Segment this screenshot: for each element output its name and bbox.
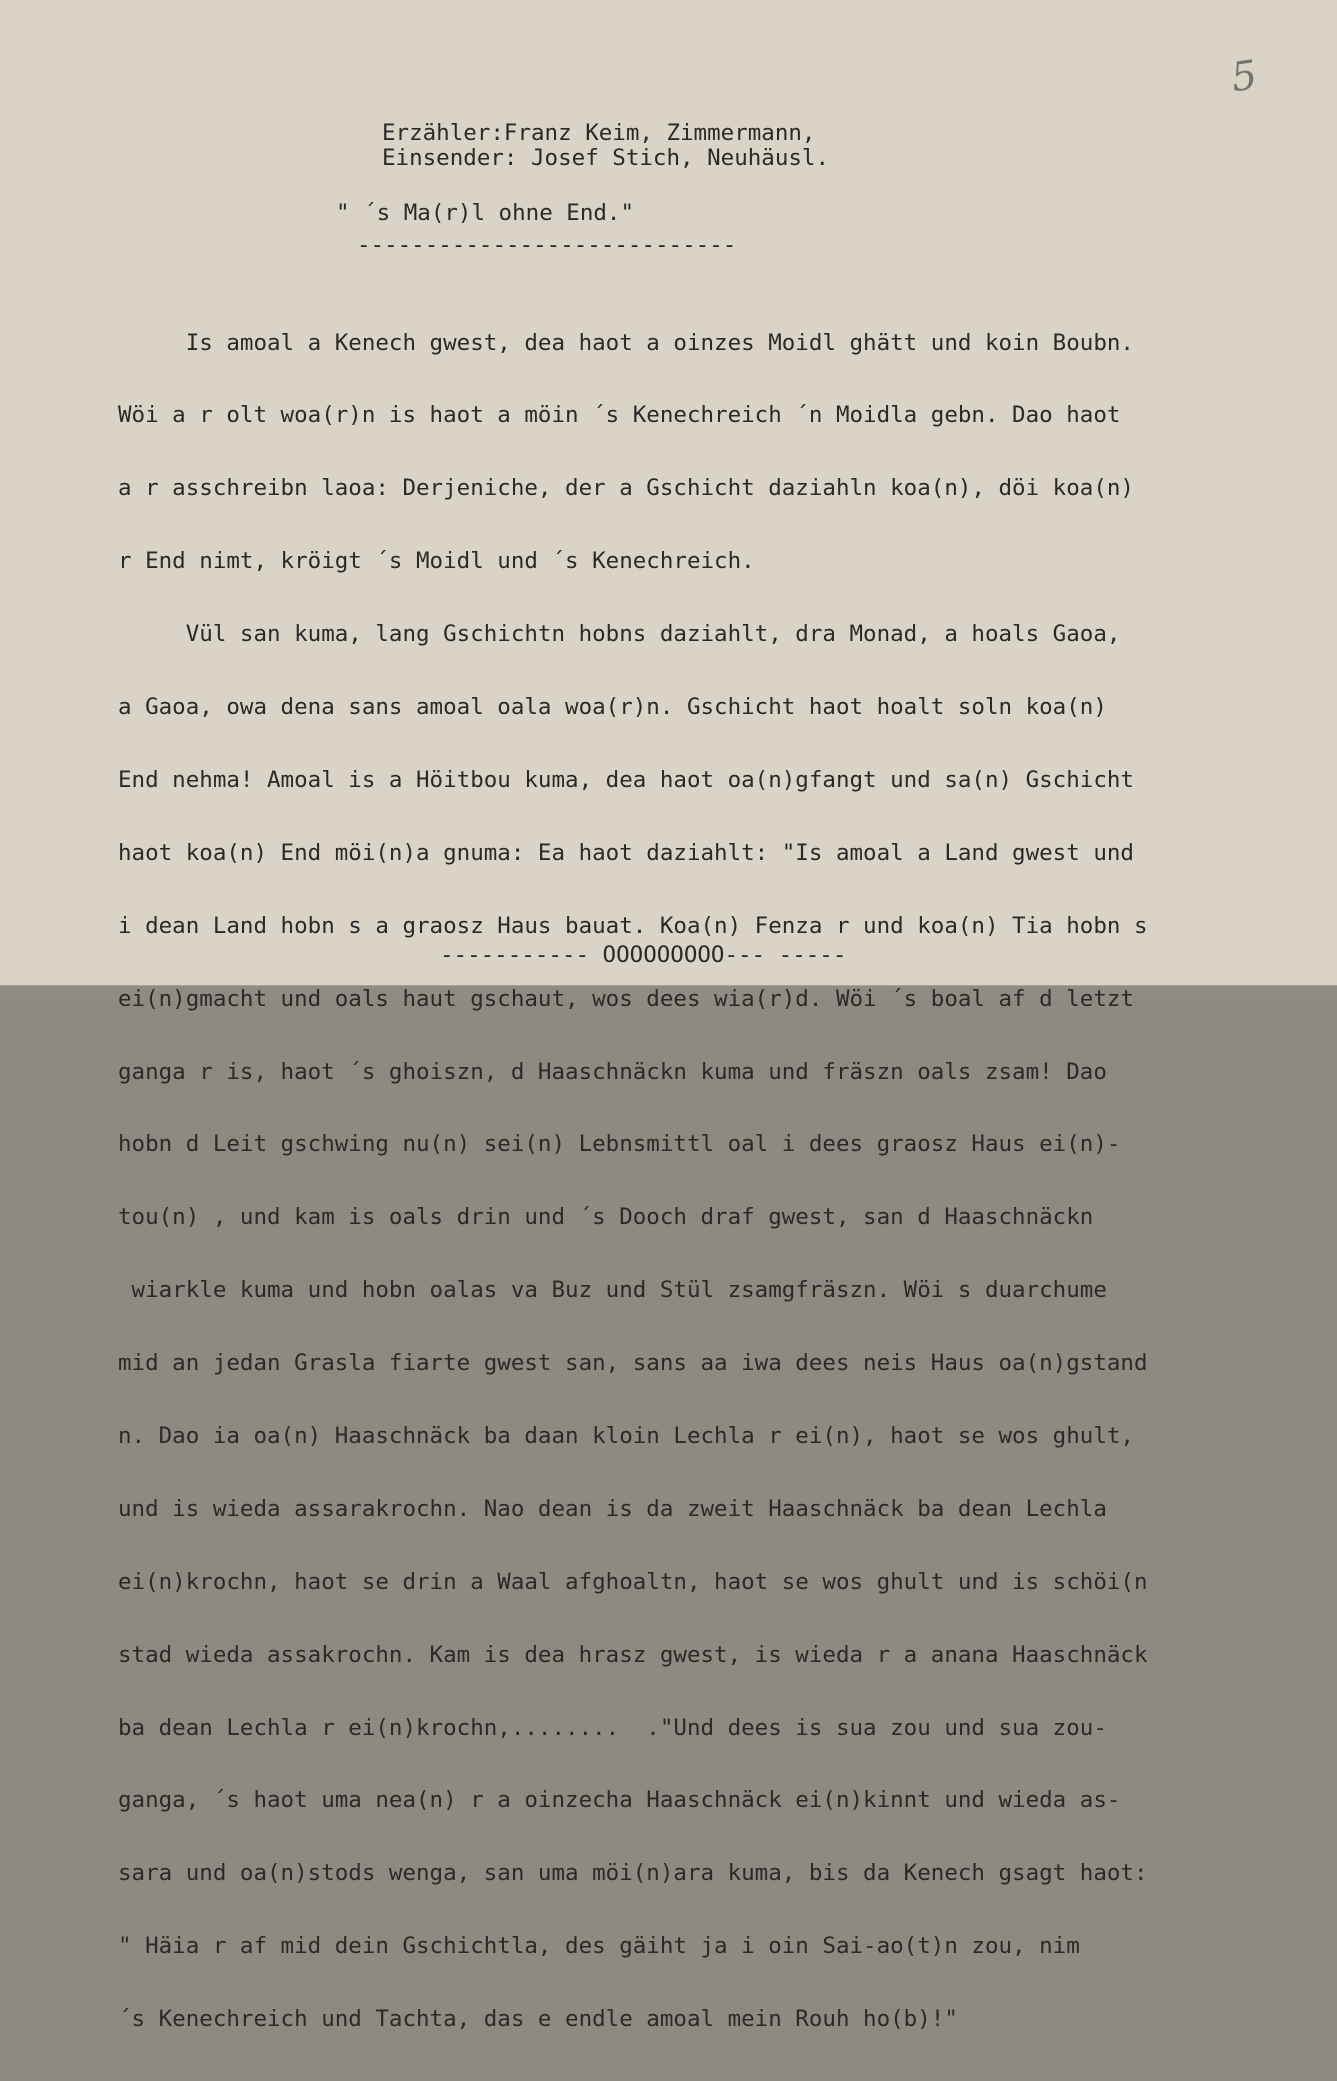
body-line: wiarkle kuma und hobn oalas va Buz und Stül zsamgfräszn. Wöi s duarchume: [118, 1277, 1107, 1304]
body-line: a Gaoa, owa dena sans amoal oala woa(r)n. Gschicht haot hoalt soln koa(n): [118, 694, 1107, 721]
title-underline: ----------------------------: [357, 232, 737, 258]
body-line: stad wieda assakrochn. Kam is dea hrasz gwest, is wieda r a anana Haaschnäck: [118, 1641, 1148, 1668]
sender-line: Einsender: Josef Stich, Neuhäusl.: [382, 145, 830, 171]
handwritten-page-number: 5: [1228, 52, 1260, 102]
narrator-line: Erzähler:Franz Keim, Zimmermann,: [382, 120, 816, 146]
body-line: " Häia r af mid dein Gschichtla, des gäiht ja i oin Sai-ao(t)n zou, nim: [118, 1933, 1080, 1960]
body-line: i dean Land hobn s a graosz Haus bauat. Koa(n) Fenza r und koa(n) Tia hobn s: [118, 912, 1148, 939]
body-line: ganga, ´s haot uma nea(n) r a oinzecha Haaschnäck ei(n)kinnt und wieda as-: [118, 1787, 1121, 1814]
body-line: ei(n)gmacht und oals haut gschaut, wos dees wia(r)d. Wöi ´s boal af d letzt: [118, 985, 1134, 1012]
body-line: n. Dao ia oa(n) Haaschnäck ba daan kloin Lechla r ei(n), haot se wos ghult,: [118, 1422, 1134, 1449]
body-line: r End nimt, kröigt ´s Moidl und ´s Kenechreich.: [118, 548, 755, 575]
story-body: [118, 282, 1148, 2080]
body-line: und is wieda assarakrochn. Nao dean is da zweit Haaschnäck ba dean Lechla: [118, 1495, 1107, 1522]
body-line: tou(n) , und kam is oals drin und ´s Dooch draf gwest, san d Haaschnäckn: [118, 1204, 1094, 1231]
body-line: Wöi a r olt woa(r)n is haot a möin ´s Kenechreich ´n Moidla gebn. Dao haot: [118, 402, 1121, 429]
body-line: ba dean Lechla r ei(n)krochn,........ ."Und dees is sua zou und sua zou-: [118, 1714, 1107, 1741]
body-line: sara und oa(n)stods wenga, san uma möi(n)ara kuma, bis da Kenech gsagt haot:: [118, 1860, 1148, 1887]
body-line: haot koa(n) End möi(n)a gnuma: Ea haot daziahlt: "Is amoal a Land gwest und: [118, 839, 1134, 866]
body-line: Vül san kuma, lang Gschichtn hobns daziahlt, dra Monad, a hoals Gaoa,: [118, 621, 1121, 648]
body-line: a r asschreibn laoa: Derjeniche, der a Gschicht daziahln koa(n), döi koa(n): [118, 475, 1134, 502]
body-line: mid an jedan Grasla fiarte gwest san, sans aa iwa dees neis Haus oa(n)gstand: [118, 1350, 1148, 1377]
body-line: End nehma! Amoal is a Höitbou kuma, dea haot oa(n)gfangt und sa(n) Gschicht: [118, 766, 1134, 793]
body-line: Is amoal a Kenech gwest, dea haot a oinzes Moidl ghätt und koin Boubn.: [118, 329, 1134, 356]
story-title: " ´s Ma(r)l ohne End.": [336, 200, 635, 226]
body-line: ganga r is, haot ´s ghoiszn, d Haaschnäckn kuma und fräszn oals zsam! Dao: [118, 1058, 1107, 1085]
ending-mark: ----------- OOOOOOOOO--- -----: [440, 942, 847, 968]
body-line: ei(n)krochn, haot se drin a Waal afghoaltn, haot se wos ghult und is schöi(n: [118, 1568, 1148, 1595]
body-line: ´s Kenechreich und Tachta, das e endle amoal mein Rouh ho(b)!": [118, 2006, 958, 2033]
body-line: hobn d Leit gschwing nu(n) sei(n) Lebnsmittl oal i dees graosz Haus ei(n)-: [118, 1131, 1121, 1158]
